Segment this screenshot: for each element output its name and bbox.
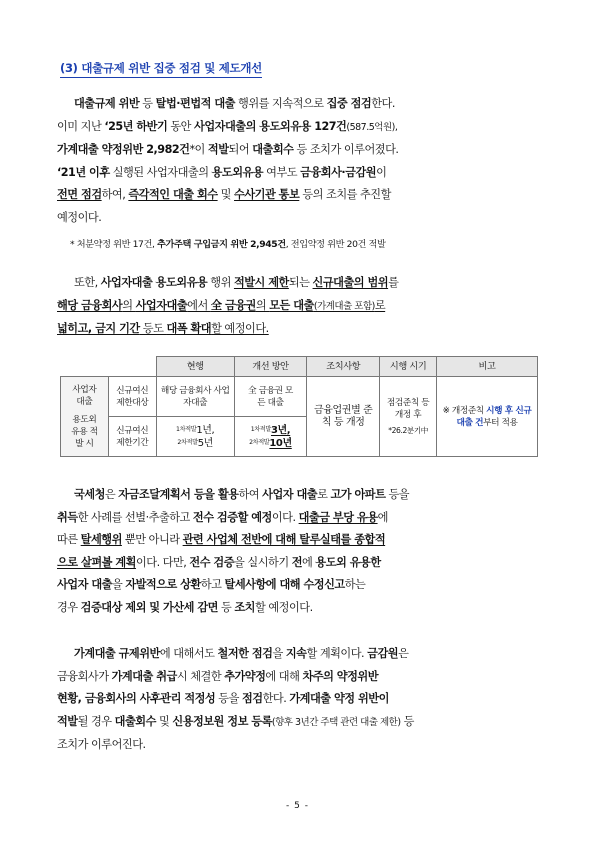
paragraph-restriction: 또한, 사업자대출 용도외유용 행위 적발시 제한되는 신규대출의 범위를 해당 금융회사의 사업자대출에서 全 금융권의 모든 대출(가계대출 포함)로 넓히고, 금지 기간 등도 대폭 확대할 예정이다. bbox=[57, 276, 399, 336]
row-label-target: 신규여신 제한대상 bbox=[108, 377, 156, 417]
current-period: $^{1차적발}$1년, $^{2차적발}$5년 bbox=[156, 417, 234, 457]
action-cell: 금융업권별 준칙 등 개정 bbox=[307, 377, 380, 457]
current-target: 해당 금융회사 사업자대출 bbox=[156, 377, 234, 417]
footnote-violations: * 처분약정 위반 17건, 추가주택 구입금지 위반 2,945건, 전입약정 위반 20건 적발 bbox=[70, 239, 386, 250]
page-number: - 5 - bbox=[286, 801, 309, 811]
header-timing: 시행 시기 bbox=[380, 357, 437, 377]
header-improvement: 개선 방안 bbox=[234, 357, 307, 377]
improvement-table bbox=[60, 356, 538, 457]
table-header-row bbox=[61, 357, 538, 377]
improved-period: $^{1차적발}$3년, $^{2차적발}$10년 bbox=[234, 417, 307, 457]
table-row bbox=[61, 377, 538, 417]
header-current: 현행 bbox=[156, 357, 234, 377]
improved-target: 全 금융권 모든 대출 bbox=[234, 377, 307, 417]
table-header-blank bbox=[61, 357, 157, 377]
paragraph-tax-service: 국세청은 자금조달계획서 등을 활용하여 사업자 대출로 고가 아파트 등을 취득한 사례를 선별·추출하고 전수 검증할 예정이다. 대출금 부당 유용에 따른 탈세행위 뿐만 아니라 관련 사업체 전반에 대해 탈루실태를 종합적 으로 살펴볼 계획이다. 다만, 전수 검증을 실시하기 전에 용도외 유용한 사업자 대출을 자발적으로 상환하고 탈세사항에 대해 수정신고하는 경우 검증대상 제외 및 가산세 감면 등 조치할 예정이다. bbox=[57, 488, 410, 614]
row-label-period: 신규여신 제한기간 bbox=[108, 417, 156, 457]
category-cell: 사업자 대출 용도외 유용 적발 시 bbox=[61, 377, 109, 457]
section-heading: (3) 대출규제 위반 집중 점검 및 제도개선 bbox=[60, 60, 262, 78]
header-remark: 비고 bbox=[437, 357, 538, 377]
header-action: 조치사항 bbox=[307, 357, 380, 377]
paragraph-household-loans: 가계대출 규제위반에 대해서도 철저한 점검을 지속할 계획이다. 금감원은 금융회사가 가계대출 취급시 체결한 추가약정에 대해 차주의 약정위반 현황, 금융회사의 사후관리 적정성 등을 점검한다. 가계대출 약정 위반이 적발될 경우 대출회수 및 신용정보원 정보 등록(향후 3년간 주택 관련 대출 제한) 등 조치가 이루어진다. bbox=[57, 647, 414, 752]
timing-cell: 점검준칙 등 개정 후 *26.2분기中 bbox=[380, 377, 437, 457]
remark-cell: ※ 개정준칙 시행 후 신규대출 건부터 적용 bbox=[437, 377, 538, 457]
paragraph-inspection: 대출규제 위반 등 탈법·편법적 대출 행위를 지속적으로 집중 점검한다. 이미 지난 ‘25년 하반기 동안 사업자대출의 용도외유용 127건(587.5억원), 가계대출 약정위반 2,982건*이 적발되어 대출회수 등 조치가 이루어졌다. ‘21년 이후 실행된 사업자대출의 용도외유용 여부도 금융회사·금감원이 전면 점검하여, 즉각적인 대출 회수 및 수사기관 통보 등의 조치를 추진할 예정이다. bbox=[57, 97, 399, 224]
